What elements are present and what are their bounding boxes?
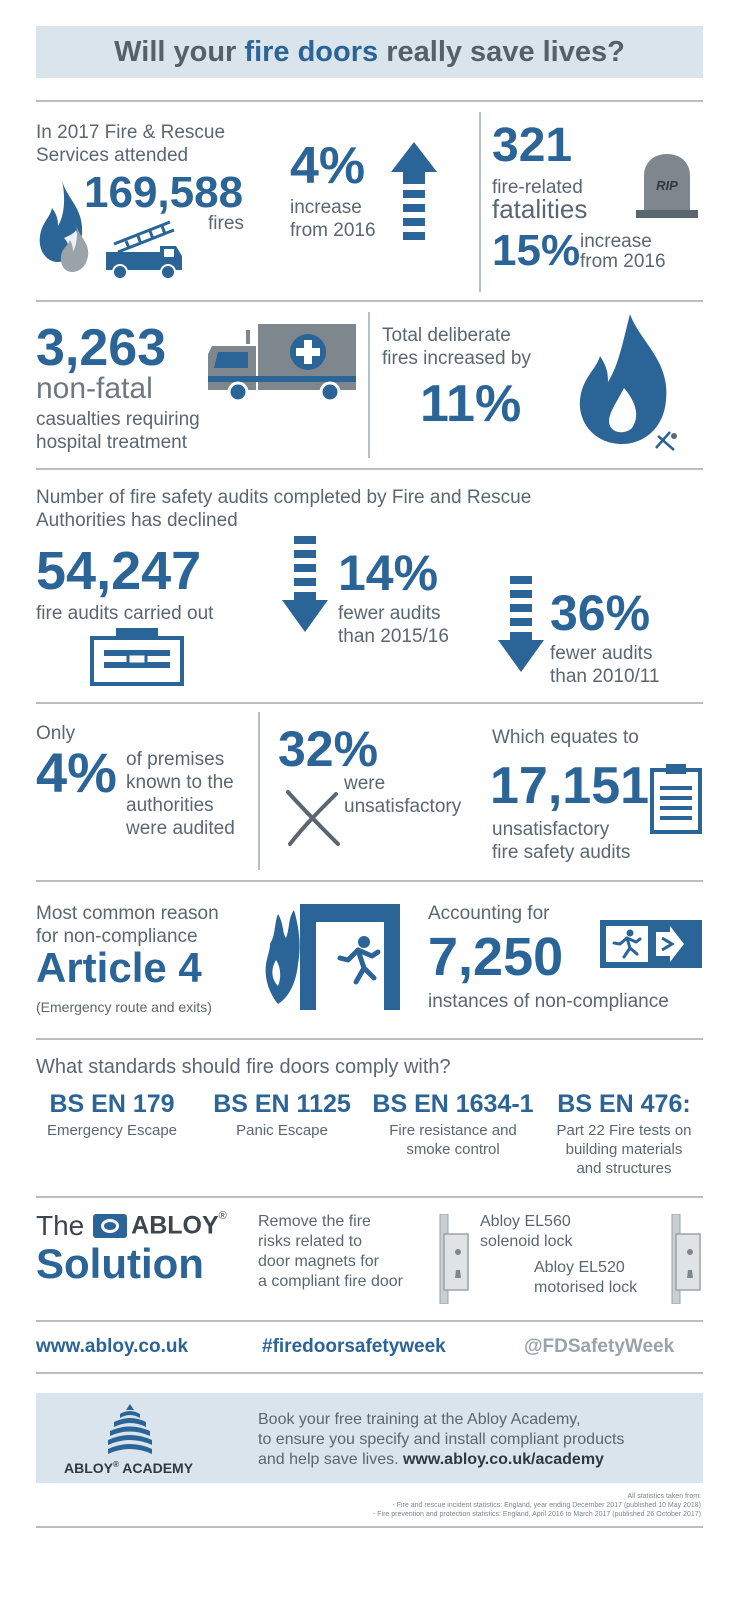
premises-pct: 4% (36, 741, 117, 804)
up-arrow-icon (391, 142, 437, 240)
fatalities-line1: fire-related (492, 177, 583, 198)
hashtag-link[interactable]: #firedoorsafetyweek (262, 1336, 446, 1357)
premises-text: of premises known to the authorities were audited (126, 749, 235, 839)
decline1-text: fewer audits than 2015/16 (338, 603, 449, 647)
unsat-pct: 32% (278, 721, 379, 777)
standard-item: BS EN 179 Emergency Escape (36, 1090, 188, 1140)
down-arrow-icon (282, 536, 328, 632)
standards-question: What standards should fire doors comply with? (36, 1056, 451, 1078)
academy-link[interactable]: www.abloy.co.uk/academy (402, 1451, 604, 1468)
academy-logo-text: ABLOY® ACADEMY (64, 1460, 194, 1476)
clipboard-icon (650, 764, 702, 834)
divider (36, 702, 703, 704)
increase-pct: 4% (290, 137, 366, 195)
standard-code: BS EN 1634-1 (372, 1090, 534, 1118)
rip-text: RIP (656, 178, 678, 193)
unsat-text: were unsatisfactory (344, 773, 462, 817)
twitter-link[interactable]: @FDSafetyWeek (524, 1336, 675, 1357)
decline2-pct: 36% (550, 585, 651, 641)
attended-text: In 2017 Fire & Rescue Services attended (36, 122, 226, 166)
divider (36, 1320, 703, 1322)
standard-code: BS EN 179 (49, 1090, 175, 1118)
audits-text: Number of fire safety audits completed by Fire and Rescue Authorities has declined (36, 487, 532, 531)
standard-code: BS EN 476: (557, 1090, 691, 1118)
standard-item: BS EN 1634-1 Fire resistance and smoke control (366, 1090, 540, 1159)
equates-text: unsatisfactory fire safety audits (492, 819, 631, 863)
divider-vertical (258, 712, 260, 870)
casualties-label: non-fatal (36, 372, 153, 405)
fire-engine-icon (104, 218, 186, 280)
cross-icon (282, 788, 342, 848)
lock-icon (662, 1214, 702, 1304)
standard-item: BS EN 476: Part 22 Fire tests on building materials and structures (544, 1090, 704, 1178)
article-title: Article 4 (36, 944, 202, 991)
instances-label: instances of non-compliance (428, 991, 669, 1012)
audits-label: fire audits carried out (36, 603, 214, 624)
divider (36, 880, 703, 882)
academy-logo-icon (106, 1400, 154, 1454)
decline2-text: fewer audits than 2010/11 (550, 643, 660, 687)
equates-label: Which equates to (492, 727, 639, 748)
fires-count: 169,588 (84, 168, 244, 217)
article-note: (Emergency route and exits) (36, 999, 212, 1015)
divider (36, 300, 703, 302)
ambulance-icon (208, 324, 358, 404)
fatal-increase-pct: 15% (492, 226, 581, 275)
divider (36, 1038, 703, 1040)
deliberate-text: Total deliberate fires increased by (382, 325, 531, 369)
fatalities-line2: fatalities (492, 194, 588, 224)
fatalities-count: 321 (492, 119, 573, 172)
sources-note: All statistics taken from: - Fire and rescue incident statistics: England, year ending December 2017 (published 10 May 2018) - Fire prevention and protection statistics: England, April 2016 to March 2017 (published 26 October 2017) (372, 1493, 701, 1518)
exit-sign-icon (600, 920, 702, 968)
lock2-text: Abloy EL520 motorised lock (534, 1259, 638, 1296)
casualties-text: casualties requiring hospital treatment (36, 409, 200, 453)
deliberate-pct: 11% (420, 375, 522, 433)
equates-count: 17,151 (490, 757, 650, 815)
lock1-text: Abloy EL560 solenoid lock (480, 1213, 573, 1250)
emergency-exit-door-icon (260, 904, 400, 1010)
standard-item: BS EN 1125 Panic Escape (204, 1090, 360, 1140)
title-banner (36, 26, 703, 78)
standard-code: BS EN 1125 (213, 1090, 351, 1118)
divider (36, 1372, 703, 1374)
page-title: Will your fire doors really save lives? (114, 36, 625, 68)
small-flame-icon (58, 222, 92, 274)
divider (36, 1526, 703, 1528)
abloy-solution-heading: The ABLOY® (36, 1210, 227, 1241)
divider-vertical (479, 112, 481, 292)
increase-text: increase from 2016 (290, 197, 376, 241)
remove-text: Remove the fire risks related to door magnets for a compliant fire door (258, 1213, 403, 1290)
audits-count: 54,247 (36, 541, 202, 601)
academy-text: Book your free training at the Abloy Academy, to ensure you specify and install compliant products and help save lives. www.abloy.co.uk/academy (258, 1411, 625, 1468)
solution-title: Solution (36, 1240, 204, 1287)
accounting-label: Accounting for (428, 903, 550, 924)
divider (36, 468, 703, 470)
abloy-logo-icon (93, 1214, 127, 1238)
lock-icon (430, 1214, 470, 1304)
briefcase-icon (90, 628, 184, 686)
fires-label: fires (208, 213, 244, 234)
only-label: Only (36, 723, 76, 744)
reason-text: Most common reason for non-compliance (36, 903, 219, 947)
deliberate-fire-icon (574, 312, 692, 454)
down-arrow-icon (498, 576, 544, 672)
fatal-increase-text: increase from 2016 (580, 231, 666, 272)
divider (36, 100, 703, 102)
casualties-count: 3,263 (36, 319, 167, 377)
decline1-pct: 14% (338, 545, 439, 601)
divider-vertical (368, 312, 370, 458)
website-link[interactable]: www.abloy.co.uk (36, 1336, 189, 1357)
gravestone-icon (636, 152, 698, 218)
instances-count: 7,250 (428, 927, 564, 987)
divider (36, 1196, 703, 1198)
